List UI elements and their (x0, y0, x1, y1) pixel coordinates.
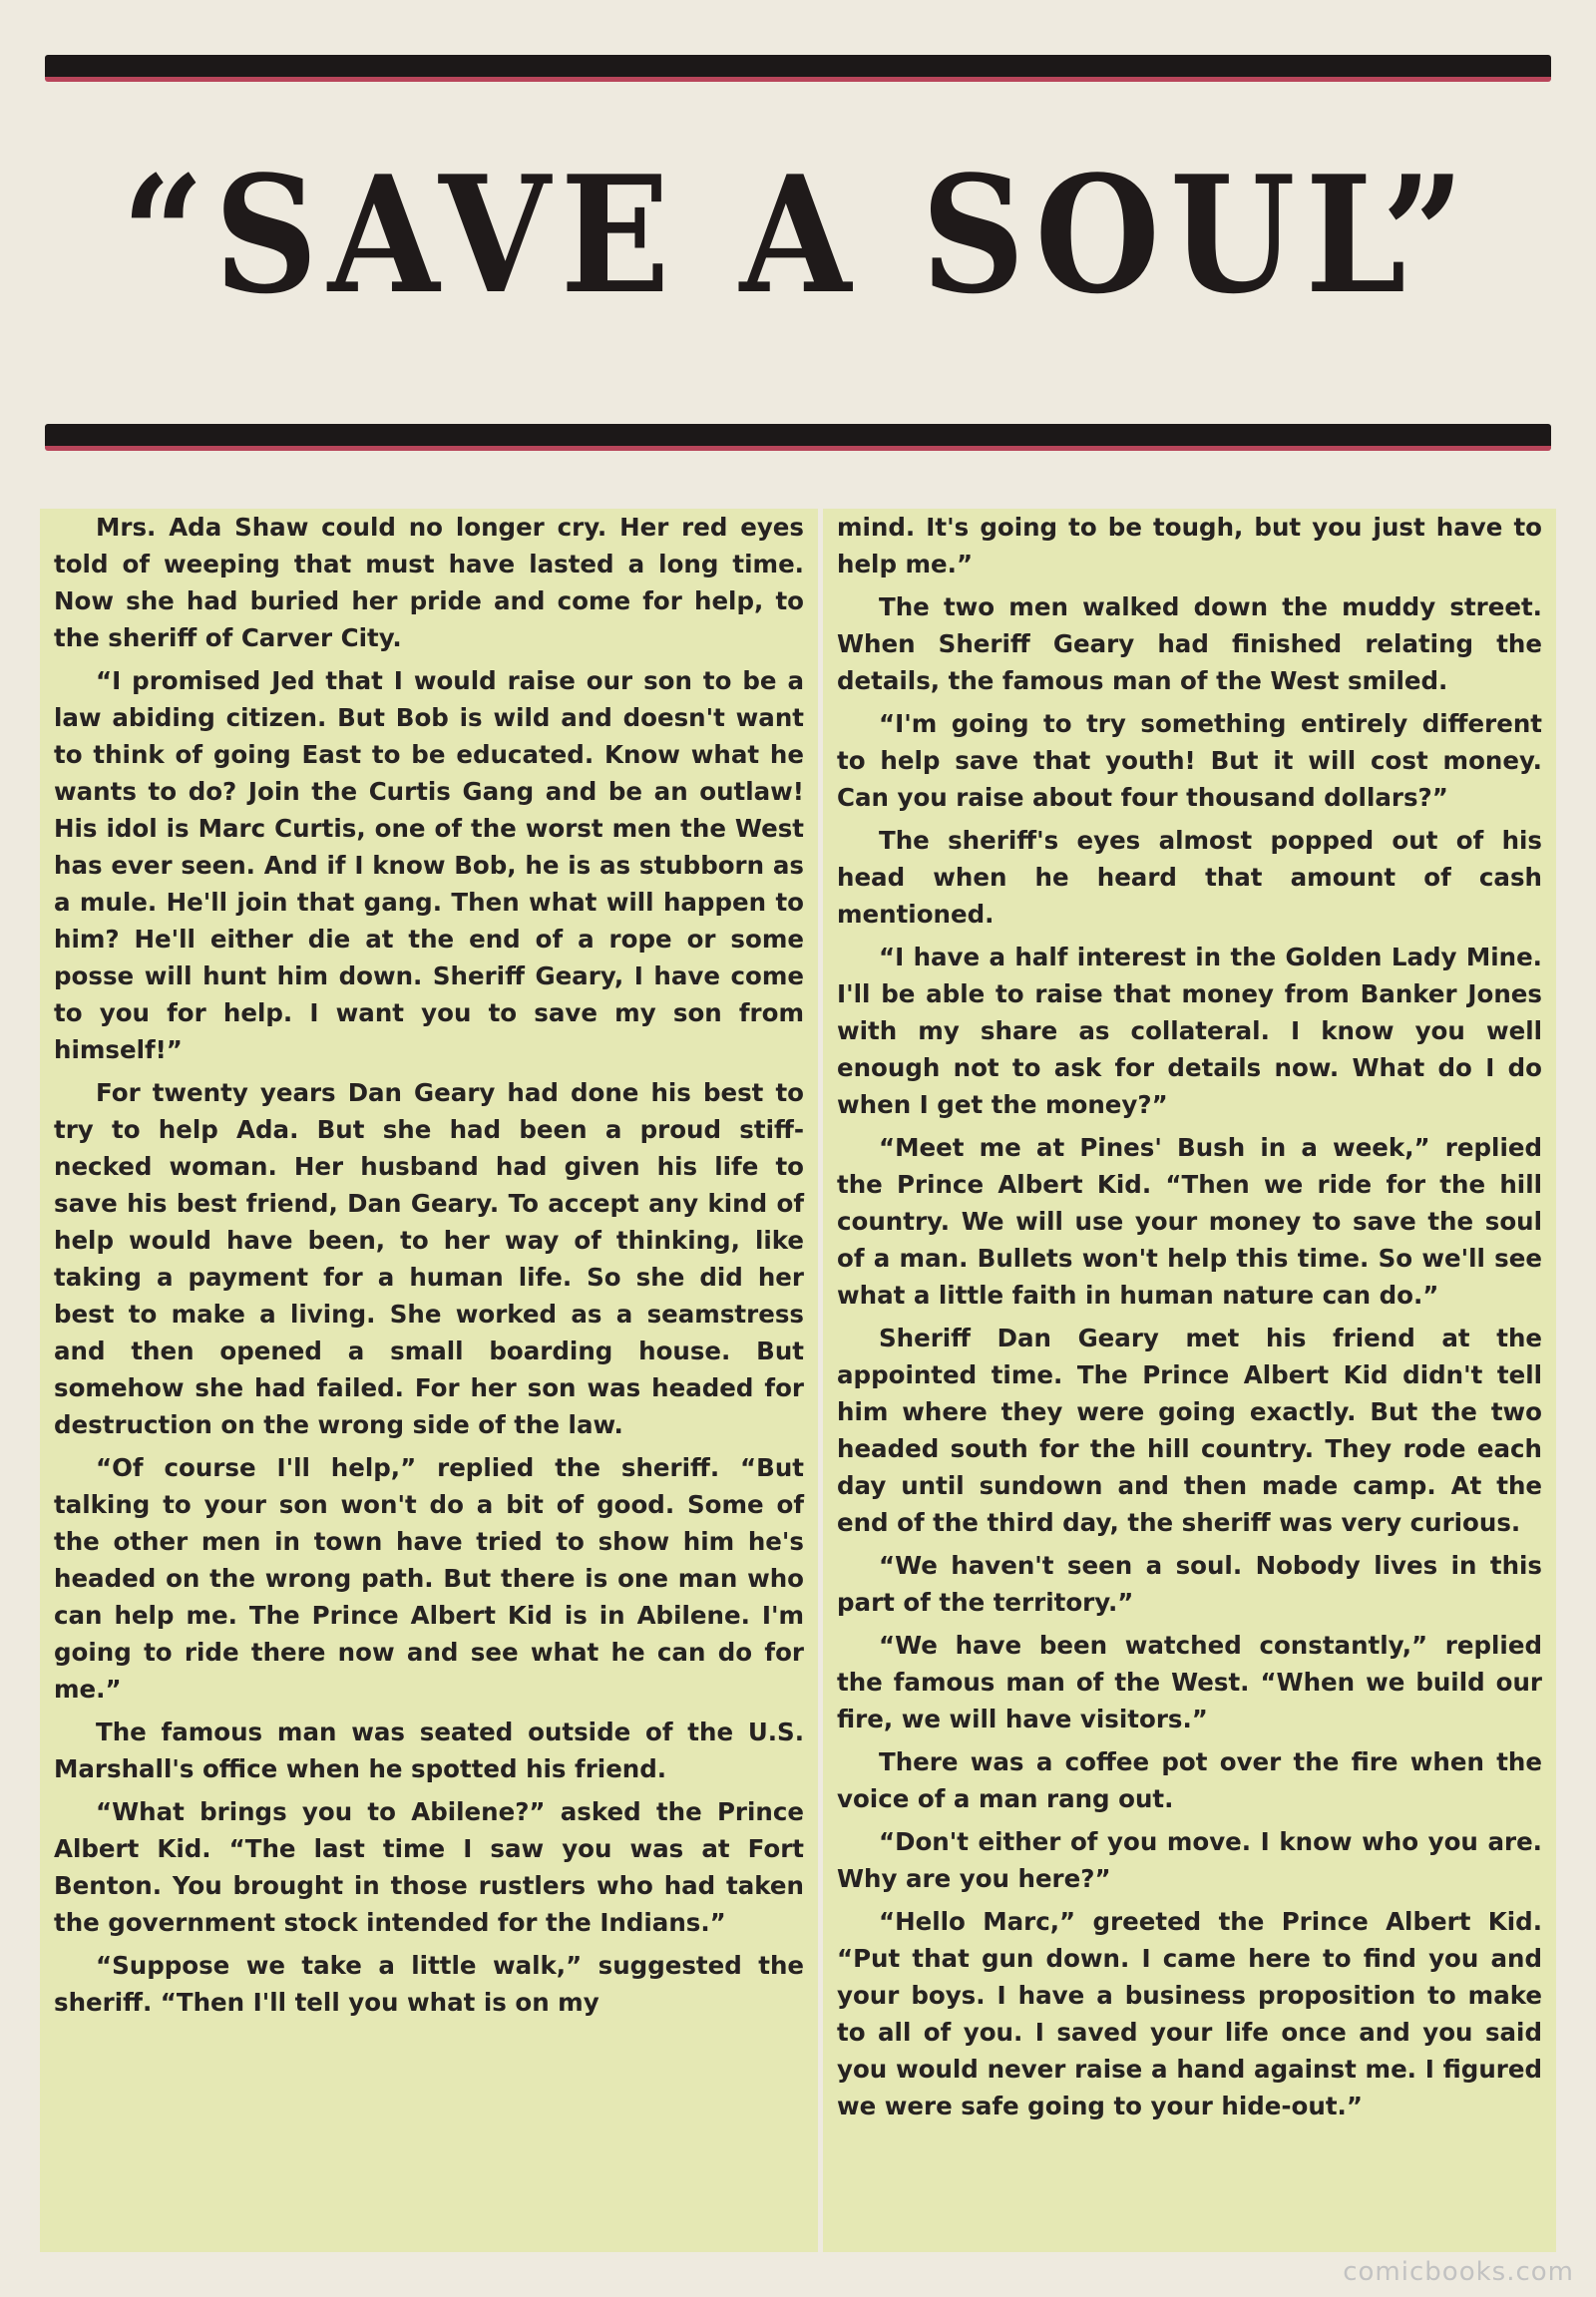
story-title: “SAVE A SOUL” (121, 140, 1475, 330)
paragraph: There was a coffee pot over the fire when the voice of a man rang out. (837, 1747, 1542, 1813)
paragraph: Mrs. Ada Shaw could no longer cry. Her red eyes told of weeping that must have lasted a long time. Now she had buried her pride and come for help, to the sheriff of Carver City. (54, 513, 804, 652)
paragraph: “Of course I'll help,” replied the sheriff. “But talking to your son won't do a bit of good. Some of the other men in town have tried to show him he's headed on the wrong path. But there is one man who can help me. The Prince Albert Kid is in Abilene. I'm going to ride there now and see what he can do for me.” (54, 1453, 804, 1704)
paragraph: “I have a half interest in the Golden Lady Mine. I'll be able to raise that money from Banker Jones with my share as collateral. I know you well enough not to ask for details now. What do I do when I get the money?” (837, 943, 1542, 1119)
paragraph-continued: mind. It's going to be tough, but you just have to help me.” (837, 513, 1542, 578)
paragraph: Sheriff Dan Geary met his friend at the appointed time. The Prince Albert Kid didn't tell him where they were going exactly. But the two headed south for the hill country. They rode each day until sundown and then made camp. At the end of the third day, the sheriff was very curious. (837, 1324, 1542, 1537)
left-text-column (40, 509, 818, 2252)
paragraph: “What brings you to Abilene?” asked the Prince Albert Kid. “The last time I saw you was at Fort Benton. You brought in those rustlers who had taken the government stock intended for the Indians.” (54, 1797, 804, 1937)
paragraph: “We haven't seen a soul. Nobody lives in this part of the territory.” (837, 1551, 1542, 1617)
paragraph: “I promised Jed that I would raise our son to be a law abiding citizen. But Bob is wild and doesn't want to think of going East to be educated. Know what he wants to do? Join the Curtis Gang and be an outlaw! His idol is Marc Curtis, one of the worst men the West has ever seen. And if I know Bob, he is as stubborn as a mule. He'll join that gang. Then what will happen to him? He'll either die at the end of a rope or some posse will hunt him down. Sheriff Geary, I have come to you for help. I want you to save my son from himself!” (54, 666, 804, 1064)
paragraph: “Don't either of you move. I know who you are. Why are you here?” (837, 1827, 1542, 1893)
paragraph: The famous man was seated outside of the U.S. Marshall's office when he spotted his friend. (54, 1718, 804, 1783)
paragraph: “Meet me at Pines' Bush in a week,” replied the Prince Albert Kid. “Then we ride for the hill country. We will use your money to save the soul of a man. Bullets won't help this time. So we'll see what a little faith in human nature can do.” (837, 1133, 1542, 1310)
paragraph: The two men walked down the muddy street. When Sheriff Geary had finished relating the details, the famous man of the West smiled. (837, 592, 1542, 695)
paragraph: For twenty years Dan Geary had done his best to try to help Ada. But she had been a proud stiff-necked woman. Her husband had given his life to save his best friend, Dan Geary. To accept any kind of help would have been, to her way of thinking, like taking a payment for a human life. So she did her best to make a living. She worked as a seamstress and then opened a small boarding house. But somehow she had failed. For her son was headed for destruction on the wrong side of the law. (54, 1078, 804, 1439)
paragraph: The sheriff's eyes almost popped out of his head when he heard that amount of cash mentioned. (837, 826, 1542, 929)
site-watermark: comicbooks.com (1343, 2257, 1574, 2287)
bottom-rule (45, 424, 1551, 451)
paragraph: “I'm going to try something entirely different to help save that youth! But it will cost money. Can you raise about four thousand dollars?” (837, 709, 1542, 812)
paragraph: “Suppose we take a little walk,” suggested the sheriff. “Then I'll tell you what is on my (54, 1951, 804, 2017)
right-text-column (823, 509, 1556, 2252)
top-rule (45, 55, 1551, 82)
paragraph: “Hello Marc,” greeted the Prince Albert Kid. “Put that gun down. I came here to find you and your boys. I have a business proposition to make to all of you. I saved your life once and you said you would never raise a hand against me. I figured we were safe going to your hide-out.” (837, 1907, 1542, 2120)
paragraph: “We have been watched constantly,” replied the famous man of the West. “When we build our fire, we will have visitors.” (837, 1631, 1542, 1733)
